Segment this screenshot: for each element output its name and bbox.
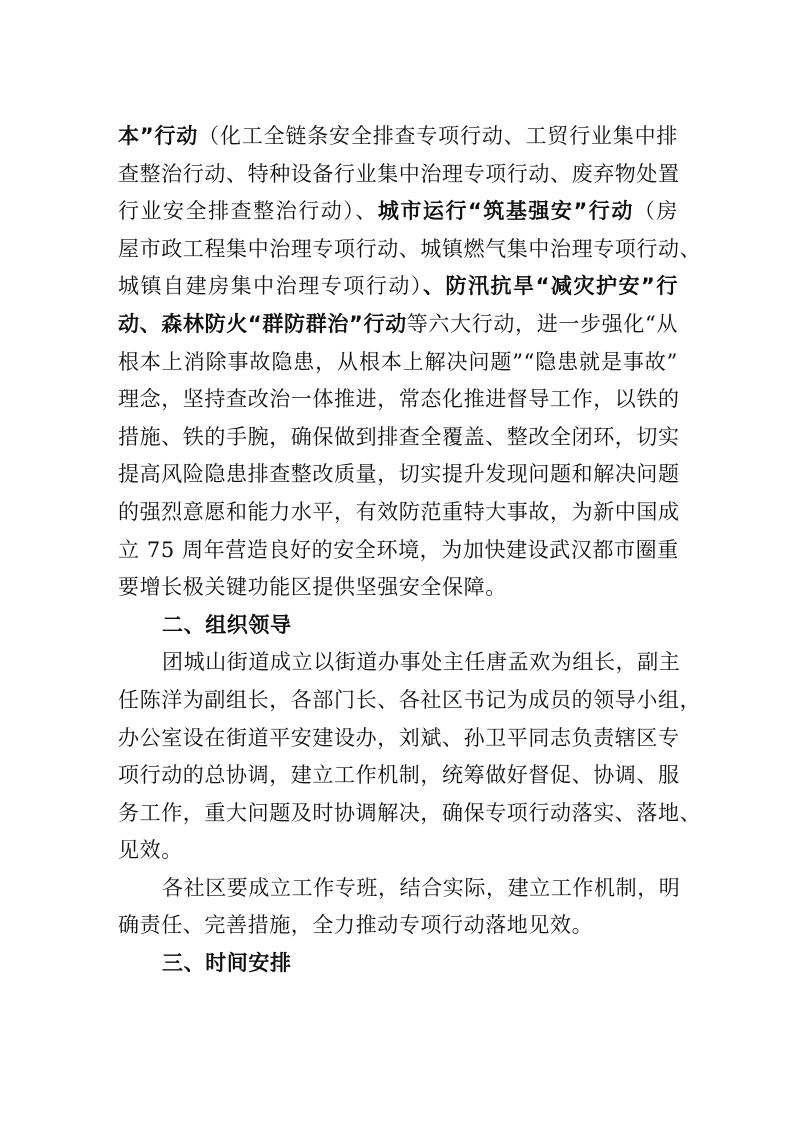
- text-line: 办公室设在街道平安建设办，刘斌、孙卫平同志负责辖区专: [118, 725, 680, 750]
- text-run: 城镇自建房集中治理专项行动）: [118, 274, 423, 299]
- text-line: 屋市政工程集中治理专项行动、城镇燃气集中治理专项行动、: [118, 236, 702, 261]
- text-line: 的强烈意愿和能力水平，有效防范重特大事故，为新中国成: [118, 499, 680, 524]
- text-run: （化工全链条安全排查专项行动、工贸行业集中排: [198, 124, 679, 148]
- text-line: 理念，坚持查改治一体推进，常态化推进督导工作，以铁的: [118, 387, 680, 412]
- text-line: [118, 193, 678, 231]
- text-line: 各社区要成立工作专班，结合实际，建立工作机制，明: [162, 875, 681, 900]
- text-line: 根本上消除事故隐患，从根本上解决问题”“隐患就是事故”: [118, 349, 678, 374]
- text-line: 提高风险隐患排查整改质量，切实提升发现问题和解决问题: [118, 462, 680, 487]
- bold-action-name: 城市运行“筑基强安”行动: [377, 199, 634, 224]
- text-line: 项行动的总协调，建立工作机制，统筹做好督促、协调、服: [118, 763, 680, 788]
- text-line: 立 75 周年营造良好的安全环境，为加快建设武汉都市圈重: [118, 537, 679, 562]
- text-line: 务工作，重大问题及时协调解决，确保专项行动落实、落地、: [118, 800, 702, 825]
- text-run: 等六大行动，进一步强化“从: [406, 311, 678, 336]
- document-page: [118, 118, 702, 983]
- text-line: 确责任、完善措施，全力推动专项行动落地见效。: [118, 913, 594, 938]
- text-line: [118, 268, 678, 306]
- text-line: 查整治行动、特种设备行业集中治理专项行动、废弃物处置: [118, 161, 680, 186]
- text-line: 措施、铁的手腕，确保做到排查全覆盖、整改全闭环，切实: [118, 424, 680, 449]
- text-run: 行业安全排查整治行动）、: [118, 199, 378, 224]
- bold-action-name: 动、森林防火“群防群治”行动: [118, 311, 407, 336]
- text-line: [118, 306, 678, 344]
- text-line: [118, 118, 678, 156]
- text-line: 任陈洋为副组长，各部门长、各社区书记为成员的领导小组，: [118, 687, 702, 712]
- text-run: （房: [633, 199, 678, 224]
- text-line: 见效。: [118, 838, 183, 863]
- section-heading: 三、时间安排: [162, 951, 292, 976]
- text-line: 团城山街道成立以街道办事处主任唐孟欢为组长，副主: [162, 650, 681, 675]
- bold-action-name: 、防汛抗旱“减灾护安”行: [422, 274, 678, 299]
- bold-action-name: 本”行动: [118, 124, 199, 148]
- section-heading: 二、组织领导: [162, 612, 292, 637]
- text-line: 要增长极关键功能区提供坚强安全保障。: [118, 575, 507, 600]
